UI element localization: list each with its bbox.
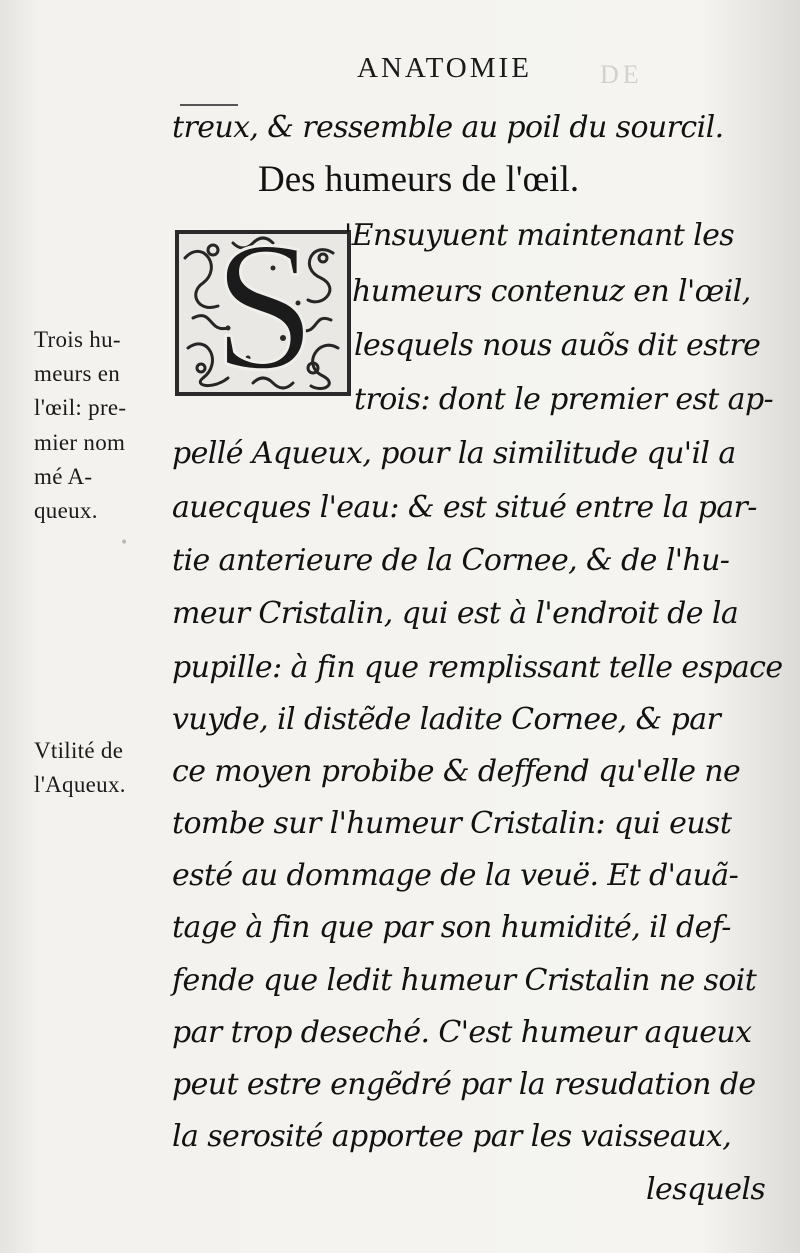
section-heading: Des humeurs de l'œil.	[258, 159, 580, 200]
running-head: ANATOMIE	[357, 52, 532, 84]
body-line: par trop deseché. C'est humeur aqueux	[172, 1015, 752, 1050]
body-line: trois: dont le premier est ap-	[354, 382, 774, 417]
margin-note-line: mé A-	[34, 464, 93, 489]
margin-note-line: l'Aqueux.	[34, 772, 126, 797]
paper-specks: •	[120, 535, 129, 551]
body-line: pellé Aqueux, pour la similitude qu'il a	[172, 436, 736, 471]
body-line: pupille: à fin que remplissant telle espace	[172, 650, 783, 685]
body-line: tombe sur l'humeur Cristalin: qui eust	[172, 806, 732, 841]
body-line: vuyde, il distẽde ladite Cornee, & par	[172, 702, 721, 737]
body-line: 'Ensuyuent maintenant les	[344, 218, 735, 253]
drop-cap-letter: S	[213, 204, 316, 409]
body-line: ce moyen probibe & deffend qu'elle ne	[172, 754, 741, 789]
body-line: treux, & ressemble au poil du sourcil.	[172, 110, 724, 145]
body-line: peut estre engẽdré par la resudation de	[172, 1067, 756, 1102]
body-line: fende que ledit humeur Cristalin ne soit	[172, 963, 757, 998]
show-through-text: DE	[600, 60, 727, 89]
body-line: humeurs contenuz en l'œil,	[352, 274, 751, 309]
body-line: esté au dommage de la veuë. Et d'auã-	[172, 858, 739, 893]
margin-note-line: l'œil: pre-	[34, 395, 127, 420]
margin-note-line: Vtilité de	[34, 738, 124, 763]
body-line: tie anterieure de la Cornee, & de l'hu-	[172, 543, 730, 578]
margin-note-line: meurs en	[34, 361, 121, 386]
body-line: meur Cristalin, qui est à l'endroit de la	[172, 596, 739, 631]
margin-note-line: mier nom	[34, 430, 126, 455]
body-line: lesquels	[646, 1172, 766, 1207]
body-line: auecques l'eau: & est situé entre la par-	[172, 490, 757, 525]
rule-mark	[180, 104, 238, 106]
margin-note-line: Trois hu-	[34, 327, 121, 352]
body-line: lesquels nous auõs dit estre	[354, 328, 761, 363]
body-line: tage à fin que par son humidité, il def-	[172, 910, 731, 945]
drop-cap-ornament	[173, 204, 353, 409]
body-line: la serosité apportee par les vaisseaux,	[172, 1119, 732, 1154]
margin-note-line: queux.	[34, 498, 98, 523]
